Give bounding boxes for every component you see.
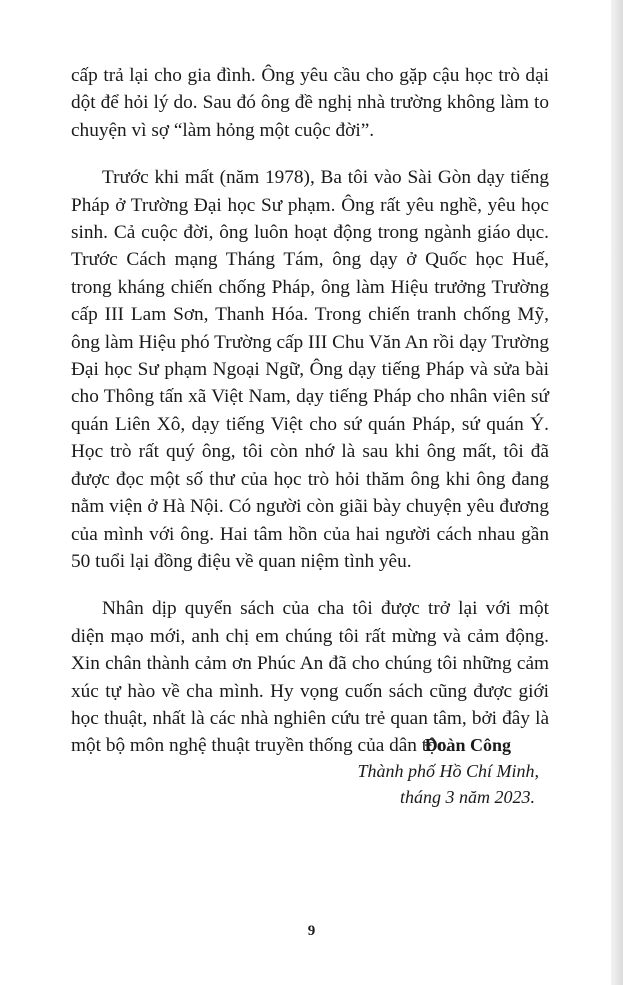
signature-place: Thành phố Hồ Chí Minh, (357, 761, 539, 781)
paragraph-3: Nhân dịp quyển sách của cha tôi được trở lại với một diện mạo mới, anh chị em chúng tôi rất mừng và cảm động. Xin chân thành cảm ơn Phúc An đã cho chúng tôi những cảm xúc tự hào về cha mình. Hy vọng cuốn sách cũng được giới học thuật, nhất là các nhà nghiên cứu trẻ quan tâm, bởi đây là một bộ môn nghệ thuật truyền thống của dân tộc. (71, 598, 549, 757)
paragraph-1: cấp trả lại cho gia đình. Ông yêu cầu cho gặp cậu học trò dại dột để hỏi lý do. Sau đó ông đề nghị nhà trường không làm to chuyện vì sợ “làm hỏng một cuộc đời”. (71, 65, 549, 141)
document-page (71, 62, 549, 807)
signature-author: Đoàn Công (424, 735, 511, 755)
page-edge-shadow (611, 0, 623, 985)
page-number: 9 (307, 923, 316, 939)
signature-date: tháng 3 năm 2023. (400, 787, 535, 807)
paragraph-2: Trước khi mất (năm 1978), Ba tôi vào Sài Gòn dạy tiếng Pháp ở Trường Đại học Sư phạm. Ông rất yêu nghề, yêu học sinh. Cả cuộc đời, ông luôn hoạt động trong ngành giáo dục. Trước Cách mạng Tháng Tám, ông dạy ở Quốc học Huế, trong kháng chiến chống Pháp, ông làm Hiệu trưởng Trường cấp III Lam Sơn, Thanh Hóa. Trong chiến tranh chống Mỹ, ông làm Hiệu phó Trường cấp III Chu Văn An rồi dạy Trường Đại học Sư phạm Ngoại Ngữ, Ông dạy tiếng Pháp và sửa bài cho Thông tấn xã Việt Nam, dạy tiếng Pháp cho nhân viên sứ quán Liên Xô, dạy tiếng Việt cho sứ quán Pháp, sứ quán Ý. Học trò rất quý ông, tôi còn nhớ là sau khi ông mất, tôi đã được đọc một số thư của học trò hỏi thăm ông khi ông đang nằm viện ở Hà Nội. Có người còn giãi bày chuyện yêu đương của mình với ông. Hai tâm hồn của hai người cách nhau gần 50 tuổi lại đồng điệu về quan niệm tình yêu. (71, 167, 549, 572)
signature-block (71, 732, 549, 810)
